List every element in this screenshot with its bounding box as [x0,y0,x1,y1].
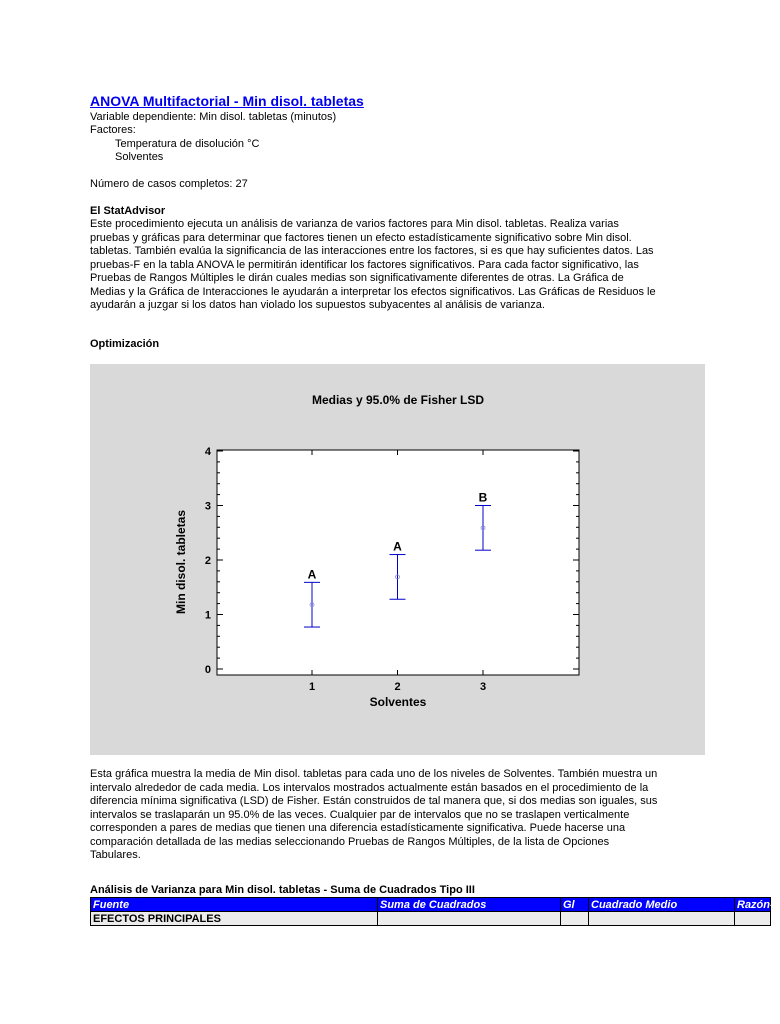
cases-count: Número de casos completos: 27 [90,178,248,190]
statadvisor-line: ayudarán a juzgar si los datos han violado los supuestos subyacentes al análisis de varianza. [90,299,545,311]
statadvisor-line: pruebas-F en la tabla ANOVA le permitirán identificar los factores significativos. Para cada factor significativo, las [90,258,639,271]
section-heading: Optimización [90,338,160,350]
table-cell [735,912,771,926]
chart-title: Medias y 95.0% de Fisher LSD [311,393,485,407]
x-axis-label: Solventes [369,695,427,709]
statadvisor-line: tabletas. También evalúa la significancia de las interacciones entre los factores, si es que hay suficientes datos. Las [90,245,654,257]
description-line: intervalo alrededor de cada media. Los intervalos mostrados actualmente están basados en el procedimiento de la [90,781,649,794]
factors-label: Factores: [90,124,136,136]
y-tick-label: 0 [204,664,211,676]
column-header: Cuadrado Medio [589,898,735,912]
dependent-variable: Variable dependiente: Min disol. tabletas (minutos) [90,111,337,123]
column-header: Gl [561,898,589,912]
description-line: Esta gráfica muestra la media de Min disol. tabletas para cada uno de los niveles de Solventes. También muestra un [90,768,658,780]
chart-panel [90,364,705,755]
column-header: Suma de Cuadrados [378,898,561,912]
y-tick-label: 1 [204,609,211,622]
column-header: Razón-F [735,898,771,912]
column-header: Fuente [91,898,378,912]
x-tick-label: 2 [394,681,401,693]
anova-caption: Análisis de Varianza para Min disol. tabletas - Suma de Cuadrados Tipo III [90,884,475,896]
table-cell [589,912,735,926]
group-label: B [478,490,488,505]
x-tick-label: 3 [479,681,487,693]
x-tick-label: 1 [308,681,316,693]
statadvisor-line: pruebas y gráficas para determinar que factores tienen un efecto estadísticamente significativo sobre Min disol. [90,231,632,244]
y-tick-label: 2 [204,555,211,567]
chart-description [90,768,690,863]
statadvisor-line: Medias y la Gráfica de Interacciones le ayudarán a interpretar los efectos significativos. Las Gráficas de Residuos le [90,285,656,298]
y-tick-label: 4 [204,446,211,458]
description-line: Tabulares. [90,849,141,861]
section-row-label: EFECTOS PRINCIPALES [91,912,378,926]
factor-item: Temperatura de disolución °C [115,138,260,150]
table-cell [561,912,589,926]
description-line: comparación detallada de las medias seleccionando Pruebas de Rangos Múltiples, de la lista de Opciones [90,835,610,848]
anova-table [90,897,780,926]
group-label: A [307,567,317,582]
description-line: intervalos se traslaparán un 95.0% de las veces. Cualquier par de intervalos que no se traslapen verticalmente [90,808,630,821]
description-line: diferencia mínima significativa (LSD) de Fisher. Están construidos de tal manera que, si dos medias son iguales, sus [90,795,658,807]
statadvisor-text [90,218,690,313]
group-label: A [393,539,402,554]
y-tick-label: 3 [204,500,211,513]
anova-header-row [91,898,771,912]
factor-item: Solventes [115,151,164,163]
table-row [91,912,771,926]
y-axis-label: Min disol. tabletas [174,509,188,615]
report-title-link[interactable]: ANOVA Multifactorial - Min disol. tabletas [90,93,364,109]
statadvisor-line: Este procedimiento ejecuta un análisis de varianza de varios factores para Min disol. tabletas. Realiza varias [90,218,619,230]
means-chart [90,364,705,755]
table-cell [378,912,561,926]
statadvisor-heading: El StatAdvisor [90,205,166,217]
statadvisor-line: Pruebas de Rangos Múltiples le dirán cuales medias son significativamente diferentes de otras. La Gráfica de [90,272,624,284]
description-line: corresponden a pares de medias que tienen una diferencia estadísticamente significativa. Puede hacerse una [90,822,626,834]
